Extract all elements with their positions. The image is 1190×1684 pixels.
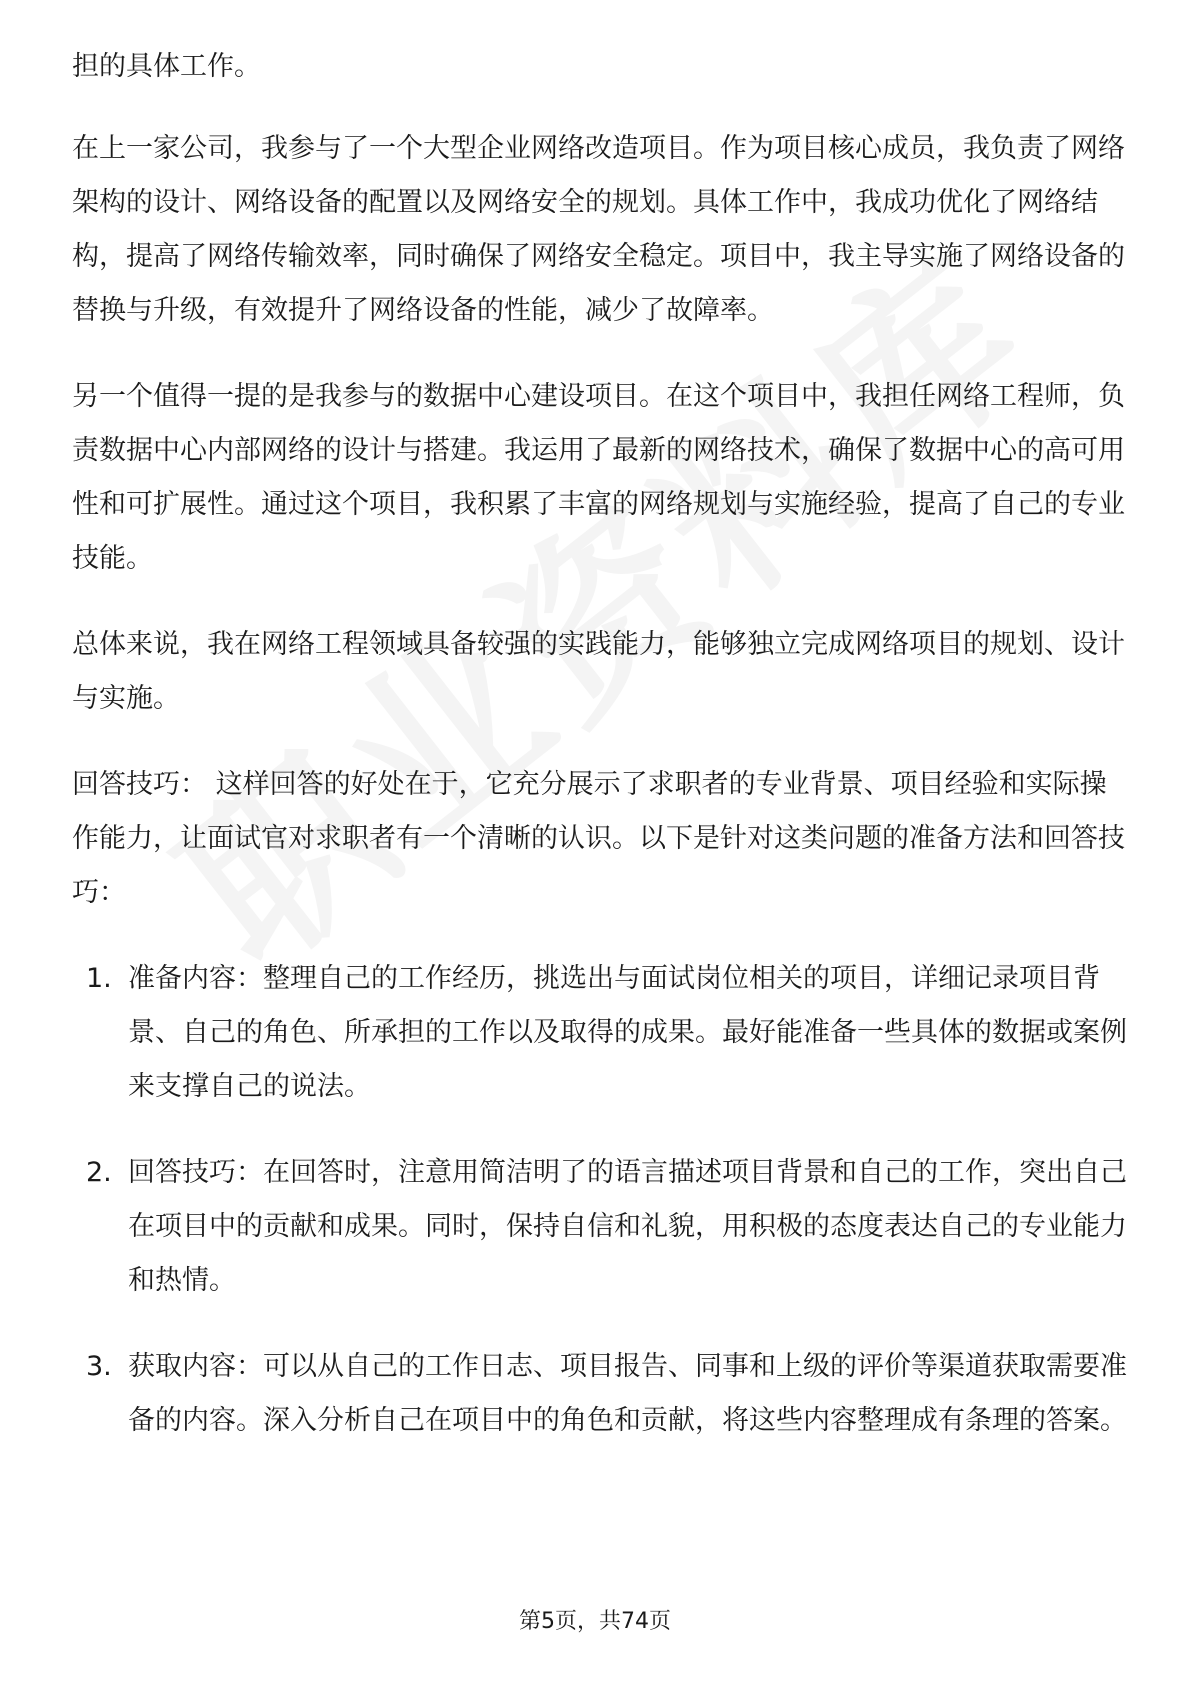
list-item bbox=[72, 1146, 1128, 1308]
list-item-text: 回答技巧：在回答时，注意用简洁明了的语言描述项目背景和自己的工作，突出自己在项目中的贡献和成果。同时，保持自信和礼貌，用积极的态度表达自己的专业能力和热情。 bbox=[128, 1157, 1127, 1296]
paragraph: 回答技巧： 这样回答的好处在于，它充分展示了求职者的专业背景、项目经验和实际操作能力，让面试官对求职者有一个清晰的认识。以下是针对这类问题的准备方法和回答技巧： bbox=[72, 769, 1125, 908]
list-number: 1. bbox=[86, 963, 112, 994]
list-item-text: 获取内容：可以从自己的工作日志、项目报告、同事和上级的评价等渠道获取需要准备的内容。深入分析自己在项目中的角色和贡献，将这些内容整理成有条理的答案。 bbox=[128, 1351, 1127, 1436]
paragraph: 担的具体工作。 bbox=[72, 51, 261, 82]
page-footer: 第5页，共74页 bbox=[519, 1609, 671, 1634]
paragraph: 另一个值得一提的是我参与的数据中心建设项目。在这个项目中，我担任网络工程师，负责数据中心内部网络的设计与搭建。我运用了最新的网络技术，确保了数据中心的高可用性和可扩展性。通过这个项目，我积累了丰富的网络规划与实施经验，提高了自己的专业技能。 bbox=[72, 381, 1125, 574]
paragraph: 在上一家公司，我参与了一个大型企业网络改造项目。作为项目核心成员，我负责了网络架构的设计、网络设备的配置以及网络安全的规划。具体工作中，我成功优化了网络结构，提高了网络传输效率，同时确保了网络安全稳定。项目中，我主导实施了网络设备的替换与升级，有效提升了网络设备的性能，减少了故障率。 bbox=[72, 133, 1125, 326]
list-number: 3. bbox=[86, 1351, 112, 1382]
list-item bbox=[72, 952, 1128, 1114]
numbered-list bbox=[72, 952, 1128, 1448]
list-item bbox=[72, 1340, 1128, 1448]
list-number: 2. bbox=[86, 1157, 112, 1188]
list-item-text: 准备内容：整理自己的工作经历，挑选出与面试岗位相关的项目，详细记录项目背景、自己的角色、所承担的工作以及取得的成果。最好能准备一些具体的数据或案例来支撑自己的说法。 bbox=[128, 963, 1127, 1102]
page-content bbox=[72, 40, 1128, 1480]
paragraph: 总体来说，我在网络工程领域具备较强的实践能力，能够独立完成网络项目的规划、设计与实施。 bbox=[72, 629, 1125, 714]
